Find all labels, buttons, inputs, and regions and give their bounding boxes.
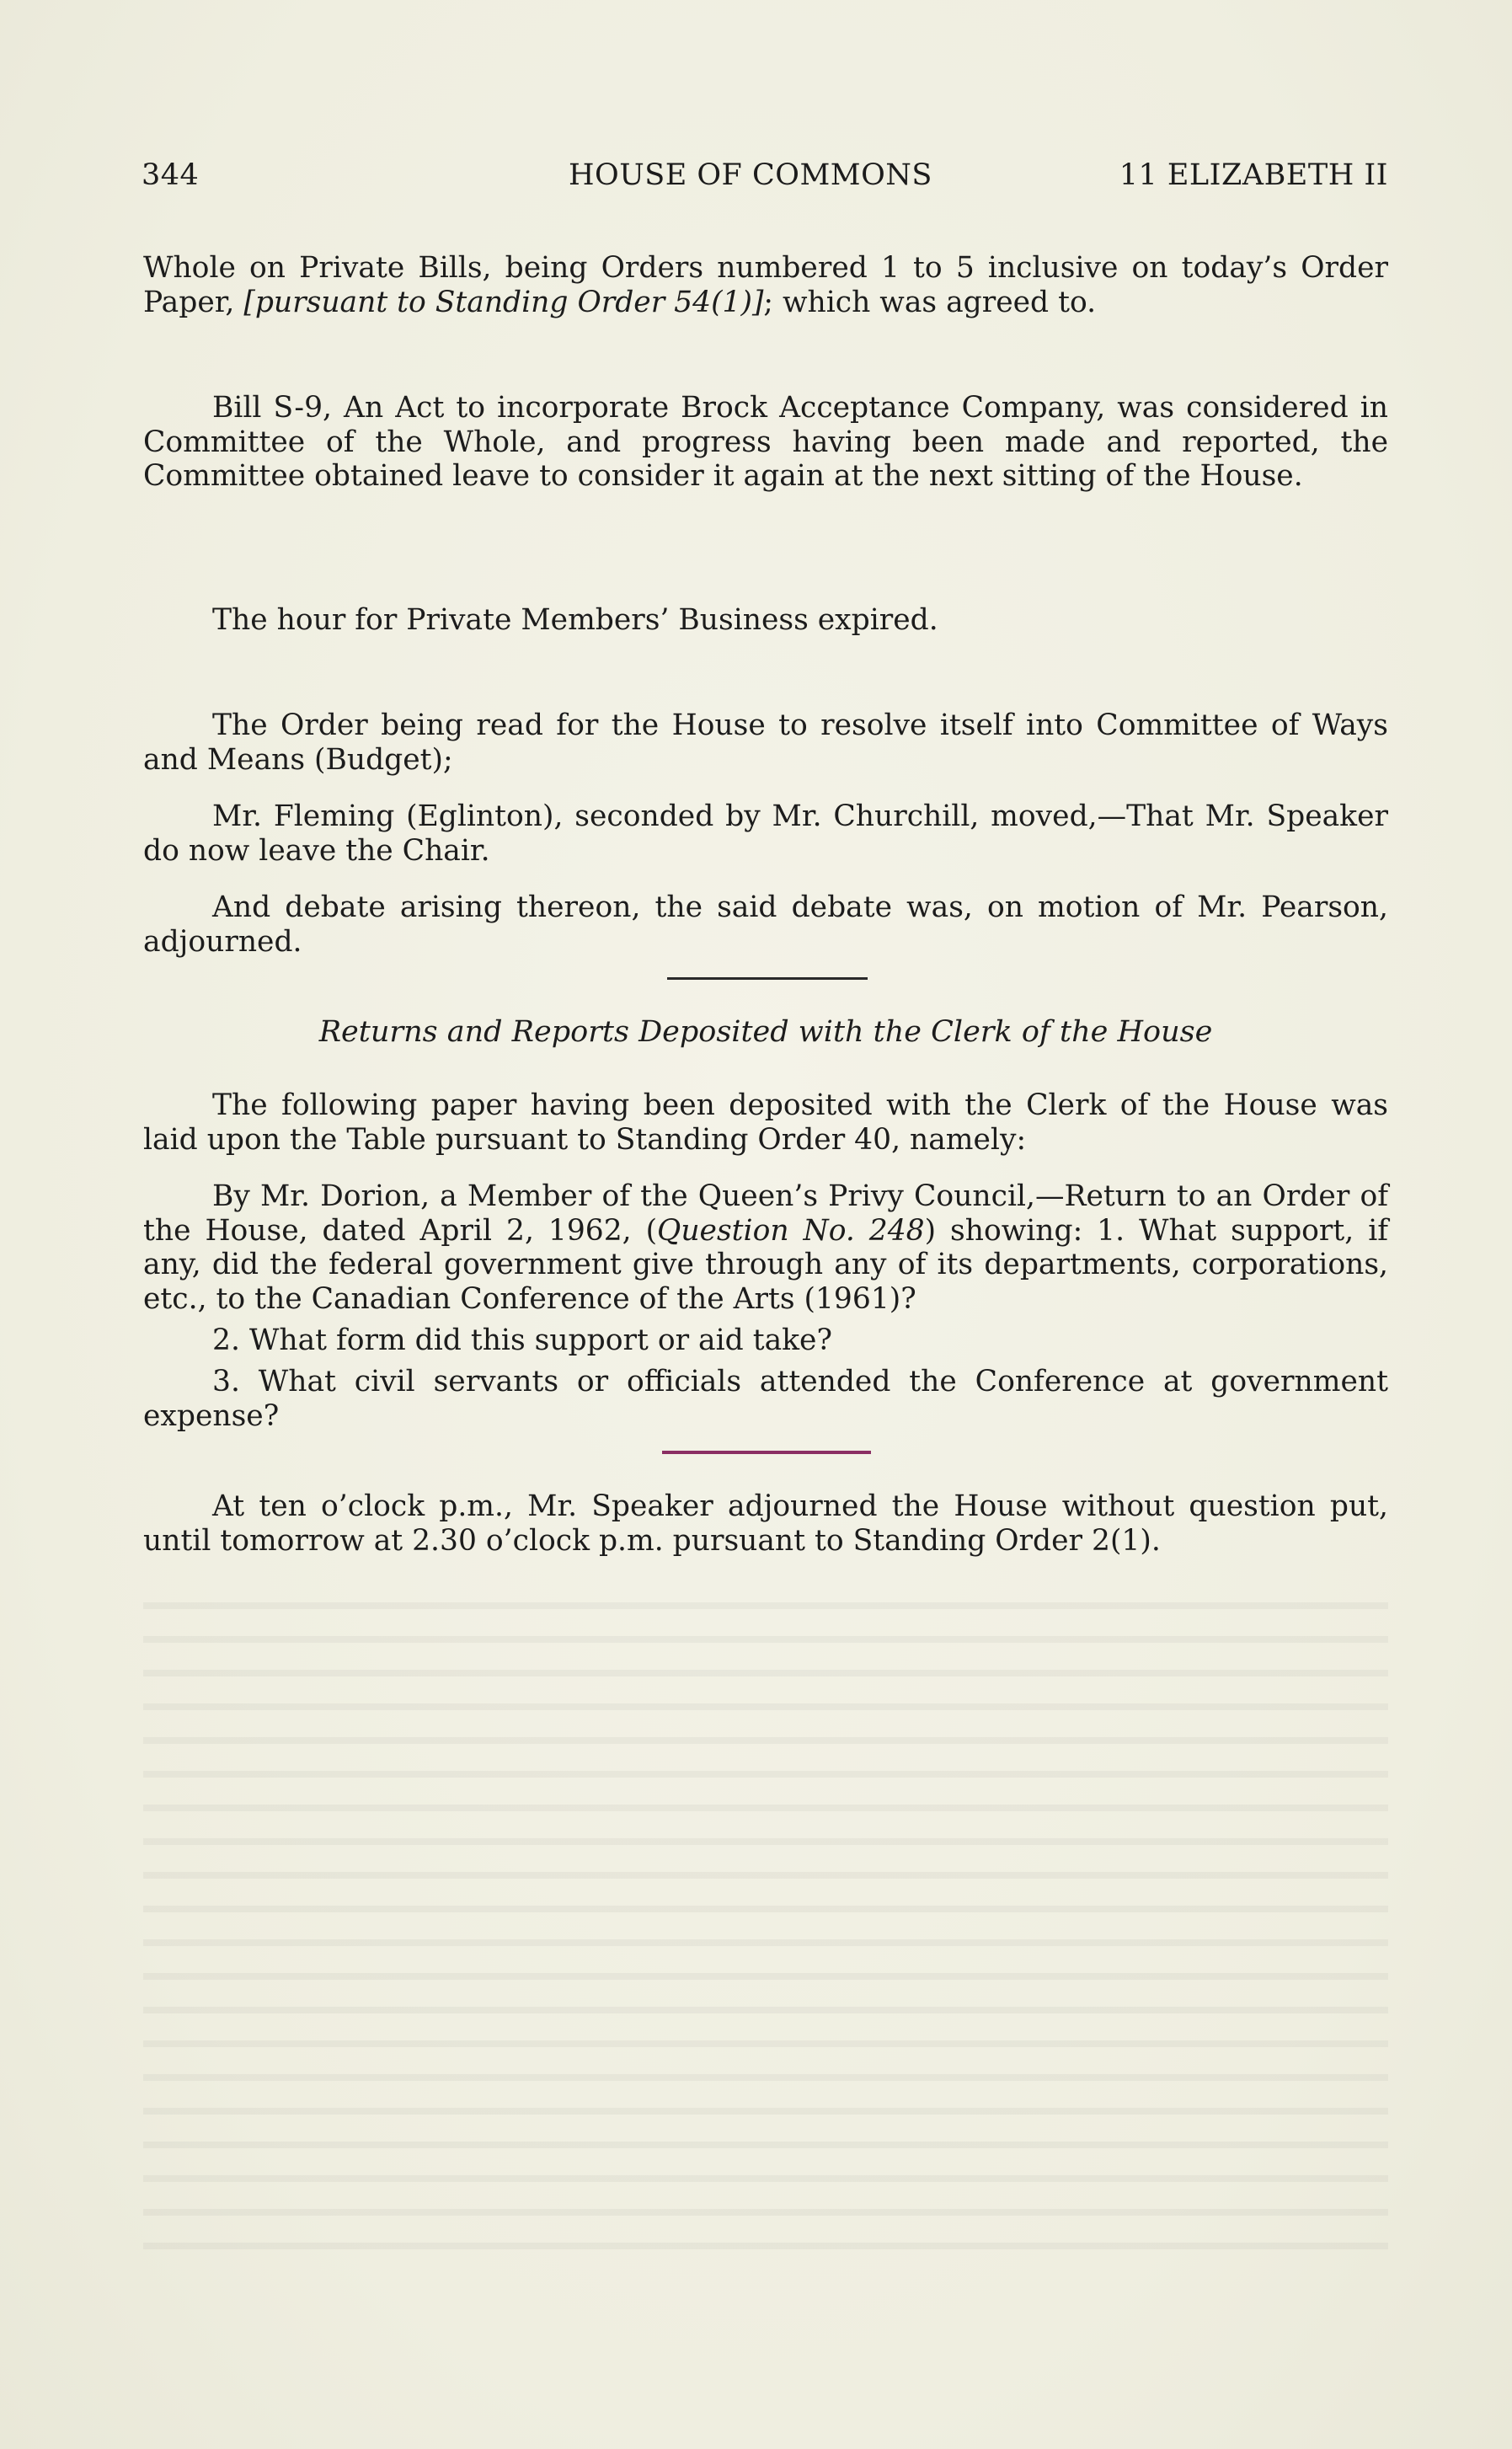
paragraph-question-2 (143, 1323, 1388, 1358)
p4-text: The Order being read for the House to resolve itself into Committee of Ways and Means (Budget); (143, 708, 1388, 777)
show-through-texture (143, 1584, 1388, 2258)
p8-text-end: ) showing: 1. What support, if any, did the federal government give through any of its departments, corporations, etc., to the Canadian Conference of the Arts (1961)? (143, 1213, 1389, 1316)
paragraph-debate (143, 890, 1388, 959)
paragraph-private-bills (143, 251, 1388, 319)
page-header (142, 158, 1388, 201)
p11-text: At ten o’clock p.m., Mr. Speaker adjourned the House without question put, until tomorrow at 2.30 o’clock p.m. pursuant to Standing Order 2(1). (143, 1489, 1388, 1558)
paragraph-adjournment (143, 1489, 1388, 1558)
section-heading: Returns and Reports Deposited with the Clerk of the House (318, 1015, 1213, 1049)
p2-text: Bill S-9, An Act to incorporate Brock Acceptance Company, was considered in Committee of the Whole, and progress having been made and reported, the Committee obtained leave to consider it again at the next sitting of the House. (143, 391, 1388, 493)
p8-italic: Question No. 248 (657, 1213, 925, 1248)
p7-text: The following paper having been deposited with the Clerk of the House was laid upon the Table pursuant to Standing Order 40, namely: (143, 1088, 1388, 1157)
paragraph-ways-and-means (143, 708, 1388, 777)
closing-divider (662, 1451, 871, 1454)
paragraph-return (143, 1179, 1388, 1316)
p8-text: By Mr. Dorion, a Member of the Queen’s Privy Council,—Return to an Order of the House, dated April 2, 1962, ( (143, 1179, 1388, 1248)
p9-text: 2. What form did this support or aid take? (212, 1323, 832, 1357)
p3-text: The hour for Private Members’ Business expired. (212, 603, 938, 637)
p6-text: And debate arising thereon, the said debate was, on motion of Mr. Pearson, adjourned. (143, 890, 1388, 959)
paragraph-deposited (143, 1088, 1388, 1157)
paragraph-bill-s9 (143, 391, 1388, 494)
p1-text-end: ; which was agreed to. (763, 285, 1097, 319)
p1-text: Whole on Private Bills, being Orders numbered 1 to 5 inclusive on today’s Order Paper, (143, 251, 1388, 319)
paragraph-private-business (143, 603, 1388, 638)
section-divider (667, 977, 868, 980)
regnal-year: 11 ELIZABETH II (1119, 158, 1388, 192)
p5-text: Mr. Fleming (Eglinton), seconded by Mr. Churchill, moved,—That Mr. Speaker do now leave the Chair. (143, 799, 1388, 868)
page-number: 344 (142, 158, 200, 192)
running-title: HOUSE OF COMMONS (569, 158, 932, 192)
paragraph-question-3 (143, 1365, 1388, 1433)
p10-text: 3. What civil servants or officials attended the Conference at government expense? (143, 1365, 1388, 1433)
paragraph-motion (143, 799, 1388, 868)
p1-italic: [pursuant to Standing Order 54(1)] (243, 285, 764, 319)
